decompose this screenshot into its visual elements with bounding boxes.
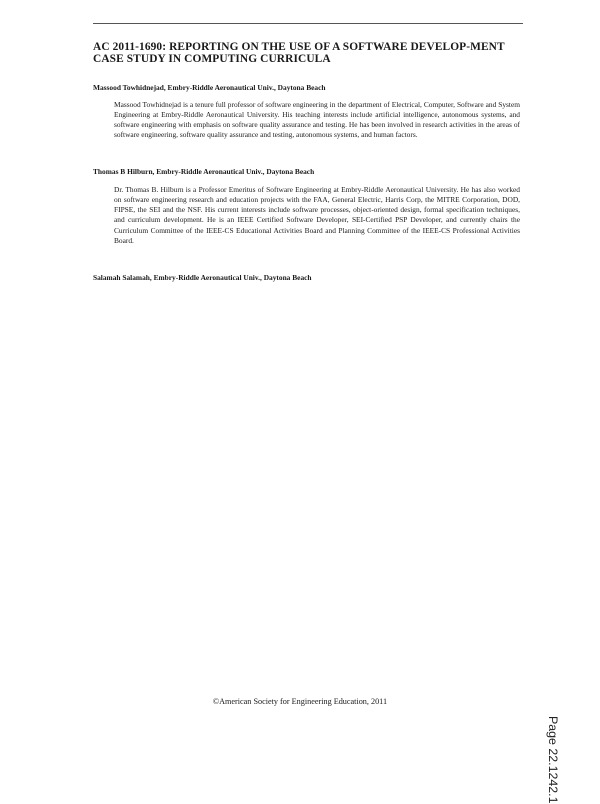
author-heading-towhidnejad: Massood Towhidnejad, Embry-Riddle Aeronautical Univ., Daytona Beach: [93, 83, 326, 92]
author-bio-towhidnejad: Massood Towhidnejad is a tenure full professor of software engineering in the department of Electrical, Computer, Software and System Engineering at Embry-Riddle Aeronautical University. His teaching interests include artificial intelligence, autonomous systems, and software engineering with emphasis on software quality assurance and testing. He has been involved in research activities in the areas of software engineering, software quality assurance and testing, autonomous systems, and human factors.: [114, 100, 520, 140]
copyright-footer: ©American Society for Engineering Education, 2011: [212, 697, 388, 706]
paper-title: AC 2011-1690: REPORTING ON THE USE OF A SOFTWARE DEVELOP-MENT CASE STUDY IN COMPUTING CURRICULA: [93, 41, 505, 65]
top-rule: [93, 23, 523, 24]
author-bio-hilburn: Dr. Thomas B. Hilburn is a Professor Emeritus of Software Engineering at Embry-Riddle Aeronautical University. He has also worked on software engineering research and education projects with the FAA, General Electric, Harris Corp, the MITRE Corporation, DOD, FIPSE, the SEI and the NSF. His current interests include software processes, object-oriented design, formal specification techniques, and curriculum development. He is an IEEE Certified Software Developer, SEI-Certified PSP Developer, and currently chairs the Curriculum Committee of the IEEE-CS Educational Activities Board and Planning Committee of the IEEE-CS Professional Activities Board.: [114, 185, 520, 245]
page-number-label: Page 22.1242.1: [546, 716, 560, 804]
author-heading-hilburn: Thomas B Hilburn, Embry-Riddle Aeronautical Univ., Daytona Beach: [93, 167, 315, 176]
author-heading-salamah: Salamah Salamah, Embry-Riddle Aeronautical Univ., Daytona Beach: [93, 273, 312, 282]
